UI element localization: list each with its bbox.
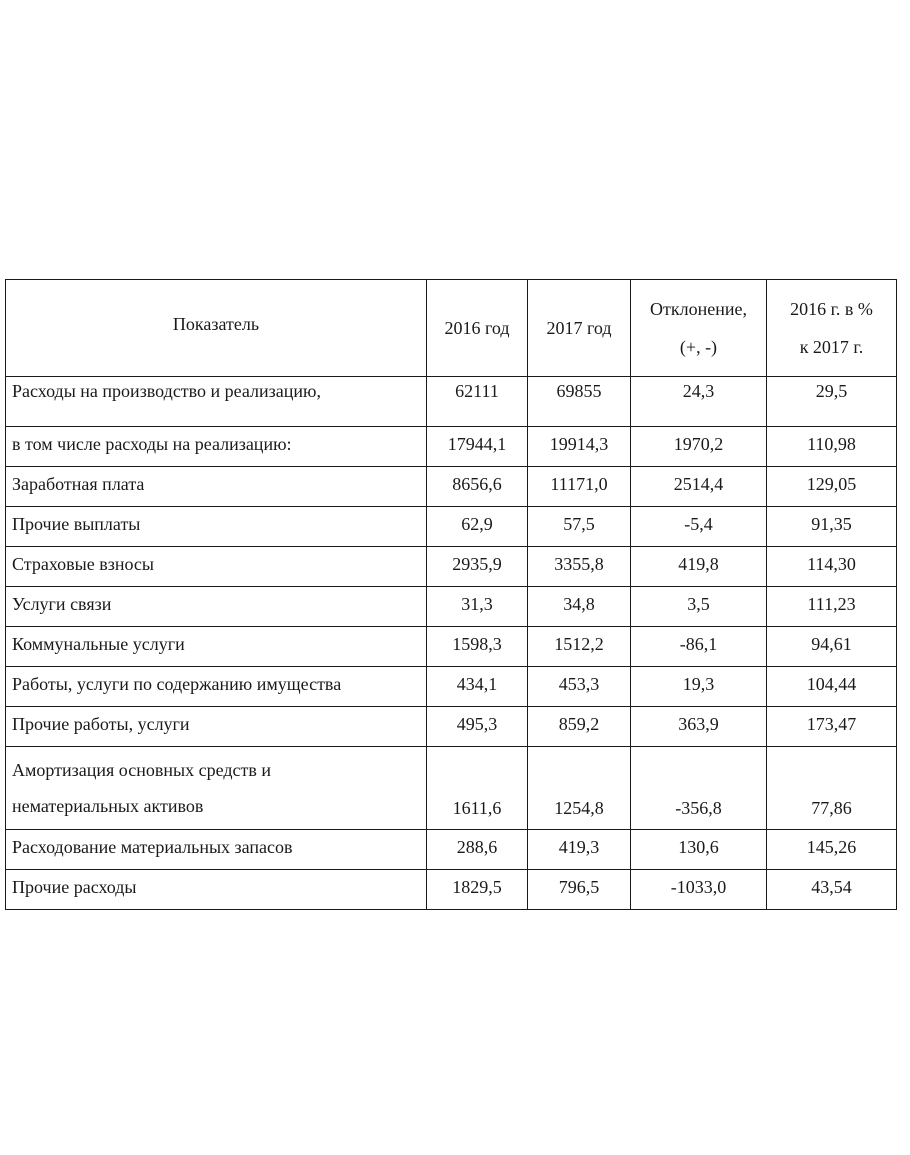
value-2017: 419,3	[528, 830, 631, 870]
table-row	[6, 587, 897, 627]
value-deviation: -356,8	[631, 747, 767, 830]
value-deviation: 3,5	[631, 587, 767, 627]
value-deviation: 363,9	[631, 707, 767, 747]
value-deviation: -5,4	[631, 507, 767, 547]
value-deviation: 419,8	[631, 547, 767, 587]
value-percent: 104,44	[767, 667, 897, 707]
value-deviation: 19,3	[631, 667, 767, 707]
value-2016: 434,1	[427, 667, 528, 707]
table-row	[6, 377, 897, 427]
header-percent-line1: 2016 г. в %	[790, 299, 873, 319]
header-percent	[767, 280, 897, 377]
value-2016: 1611,6	[427, 747, 528, 830]
value-percent: 129,05	[767, 467, 897, 507]
value-2017: 1512,2	[528, 627, 631, 667]
header-row	[6, 280, 897, 377]
row-label-line2: нематериальных активов	[12, 796, 204, 816]
value-percent: 145,26	[767, 830, 897, 870]
value-percent: 111,23	[767, 587, 897, 627]
value-deviation: 2514,4	[631, 467, 767, 507]
value-percent: 77,86	[767, 747, 897, 830]
table-row	[6, 467, 897, 507]
table-row	[6, 427, 897, 467]
value-percent: 173,47	[767, 707, 897, 747]
value-2017: 3355,8	[528, 547, 631, 587]
value-percent: 94,61	[767, 627, 897, 667]
value-2016: 288,6	[427, 830, 528, 870]
row-label: Коммунальные услуги	[6, 627, 427, 667]
row-label: Расходование материальных запасов	[6, 830, 427, 870]
value-2016: 8656,6	[427, 467, 528, 507]
table-row	[6, 627, 897, 667]
value-2017: 453,3	[528, 667, 631, 707]
value-deviation: 1970,2	[631, 427, 767, 467]
value-2017: 57,5	[528, 507, 631, 547]
table-row	[6, 507, 897, 547]
table-row	[6, 830, 897, 870]
header-2016: 2016 год	[427, 280, 528, 377]
value-2016: 17944,1	[427, 427, 528, 467]
table-row	[6, 870, 897, 910]
value-2017: 11171,0	[528, 467, 631, 507]
value-percent: 43,54	[767, 870, 897, 910]
header-percent-line2: к 2017 г.	[799, 337, 864, 357]
value-2017: 859,2	[528, 707, 631, 747]
value-2017: 1254,8	[528, 747, 631, 830]
row-label: Страховые взносы	[6, 547, 427, 587]
value-2017: 796,5	[528, 870, 631, 910]
value-2017: 69855	[528, 377, 631, 427]
row-label-line1: Амортизация основных средств и	[12, 760, 271, 780]
table-row	[6, 747, 897, 830]
row-label	[6, 747, 427, 830]
row-label: в том числе расходы на реализацию:	[6, 427, 427, 467]
value-2016: 62,9	[427, 507, 528, 547]
table-row	[6, 547, 897, 587]
value-2017: 19914,3	[528, 427, 631, 467]
table-row	[6, 667, 897, 707]
header-deviation-line2: (+, -)	[679, 337, 718, 357]
value-2016: 31,3	[427, 587, 528, 627]
value-deviation: -1033,0	[631, 870, 767, 910]
value-percent: 91,35	[767, 507, 897, 547]
row-label: Прочие выплаты	[6, 507, 427, 547]
row-label: Прочие расходы	[6, 870, 427, 910]
row-label: Расходы на производство и реализацию,	[6, 377, 427, 427]
row-label: Работы, услуги по содержанию имущества	[6, 667, 427, 707]
value-2016: 62111	[427, 377, 528, 427]
header-2017: 2017 год	[528, 280, 631, 377]
value-2016: 1829,5	[427, 870, 528, 910]
header-deviation-line1: Отклонение,	[650, 299, 747, 319]
row-label: Услуги связи	[6, 587, 427, 627]
value-deviation: 130,6	[631, 830, 767, 870]
value-deviation: 24,3	[631, 377, 767, 427]
value-percent: 114,30	[767, 547, 897, 587]
value-percent: 29,5	[767, 377, 897, 427]
value-2016: 2935,9	[427, 547, 528, 587]
value-percent: 110,98	[767, 427, 897, 467]
value-deviation: -86,1	[631, 627, 767, 667]
row-label: Заработная плата	[6, 467, 427, 507]
expenses-table	[5, 279, 897, 910]
header-indicator: Показатель	[6, 280, 427, 377]
value-2017: 34,8	[528, 587, 631, 627]
header-deviation	[631, 280, 767, 377]
value-2016: 1598,3	[427, 627, 528, 667]
table-row	[6, 707, 897, 747]
row-label: Прочие работы, услуги	[6, 707, 427, 747]
value-2016: 495,3	[427, 707, 528, 747]
